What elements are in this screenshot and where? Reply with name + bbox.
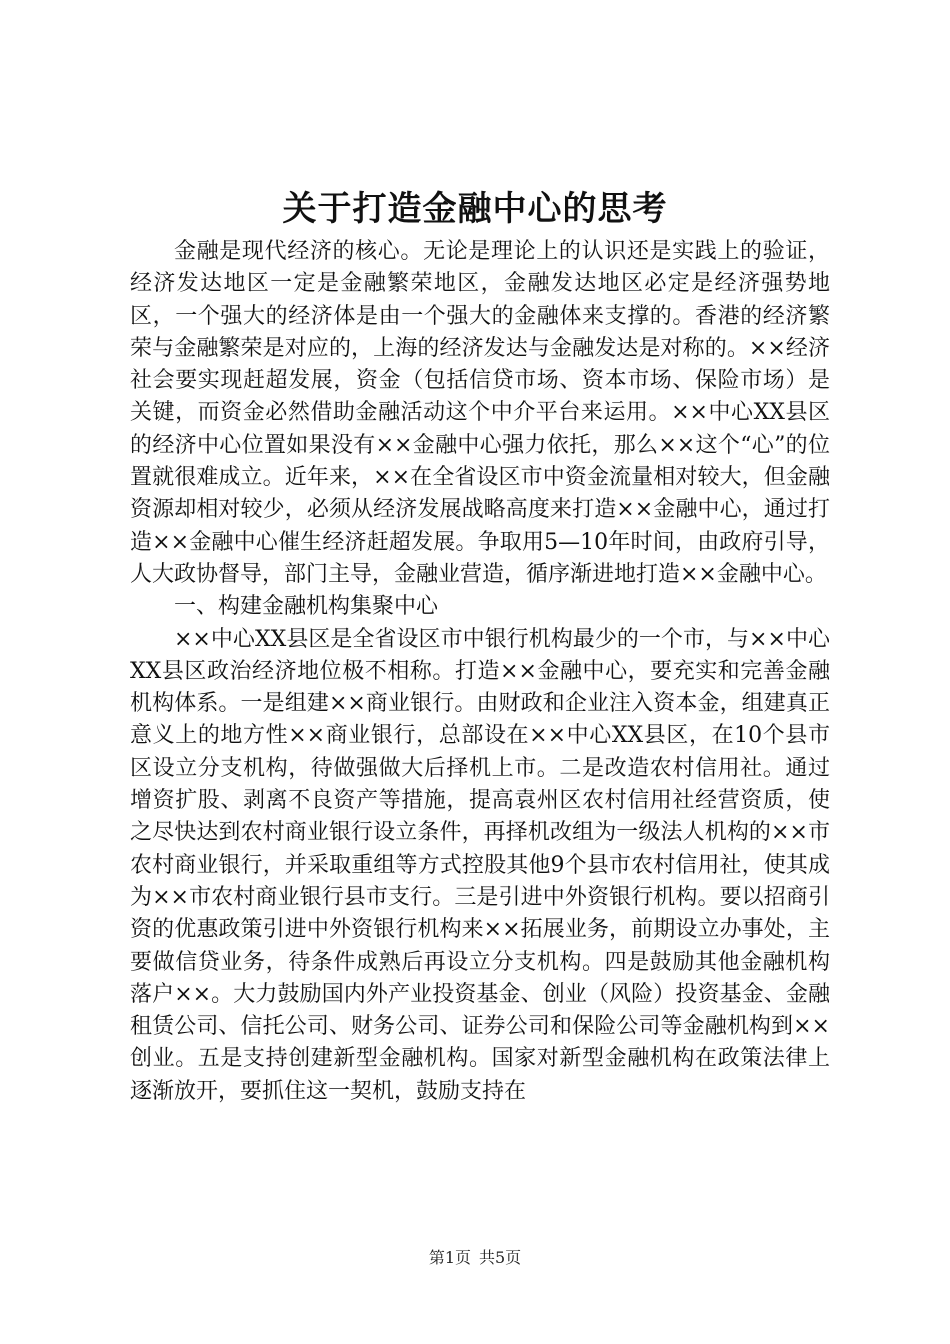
page-number: 第1页	[428, 1248, 471, 1267]
page-total: 共5页	[479, 1248, 522, 1267]
document-body	[130, 236, 830, 1108]
page-footer	[0, 1248, 950, 1268]
document-title: 关于打造金融中心的思考	[282, 189, 668, 229]
paragraph-section-1: ××中心XX县区是全省设区市中银行机构最少的一个市，与××中心XX县区政治经济地位极不相称。打造××金融中心，要充实和完善金融机构体系。一是组建××商业银行。由财政和企业注入资本金，组建真正意义上的地方性××商业银行，总部设在××中心XX县区，在10个县市区设立分支机构，待做强做大后择机上市。二是改造农村信用社。通过增资扩股、剥离不良资产等措施，提高袁州区农村信用社经营资质，使之尽快达到农村商业银行设立条件，再择机改组为一级法人机构的××市农村商业银行，并采取重组等方式控股其他9个县市农村信用社，使其成为××市农村商业银行县市支行。三是引进中外资银行机构。要以招商引资的优惠政策引进中外资银行机构来××拓展业务，前期设立办事处，主要做信贷业务，待条件成熟后再设立分支机构。四是鼓励其他金融机构落户××。大力鼓励国内外产业投资基金、创业（风险）投资基金、金融租赁公司、信托公司、财务公司、证券公司和保险公司等金融机构到××创业。五是支持创建新型金融机构。国家对新型金融机构在政策法律上逐渐放开，要抓住这一契机，鼓励支持在	[130, 626, 830, 1104]
section-heading-1: 一、构建金融机构集聚中心	[174, 594, 439, 620]
paragraph-intro: 金融是现代经济的核心。无论是理论上的认识还是实践上的验证，经济发达地区一定是金融繁荣地区，金融发达地区必定是经济强势地区，一个强大的经济体是由一个强大的金融体来支撑的。香港的经济繁荣与金融繁荣是对应的，上海的经济发达与金融发达是对称的。××经济社会要实现赶超发展，资金（包括信贷市场、资本市场、保险市场）是关键，而资金必然借助金融活动这个中介平台来运用。××中心XX县区的经济中心位置如果没有××金融中心强力依托，那么××这个“心”的位置就很难成立。近年来，××在全省设区市中资金流量相对较大，但金融资源却相对较少，必须从经济发展战略高度来打造××金融中心，通过打造××金融中心催生经济赶超发展。争取用5—10年时间，由政府引导，人大政协督导，部门主导，金融业营造，循序渐进地打造××金融中心。	[130, 239, 830, 587]
